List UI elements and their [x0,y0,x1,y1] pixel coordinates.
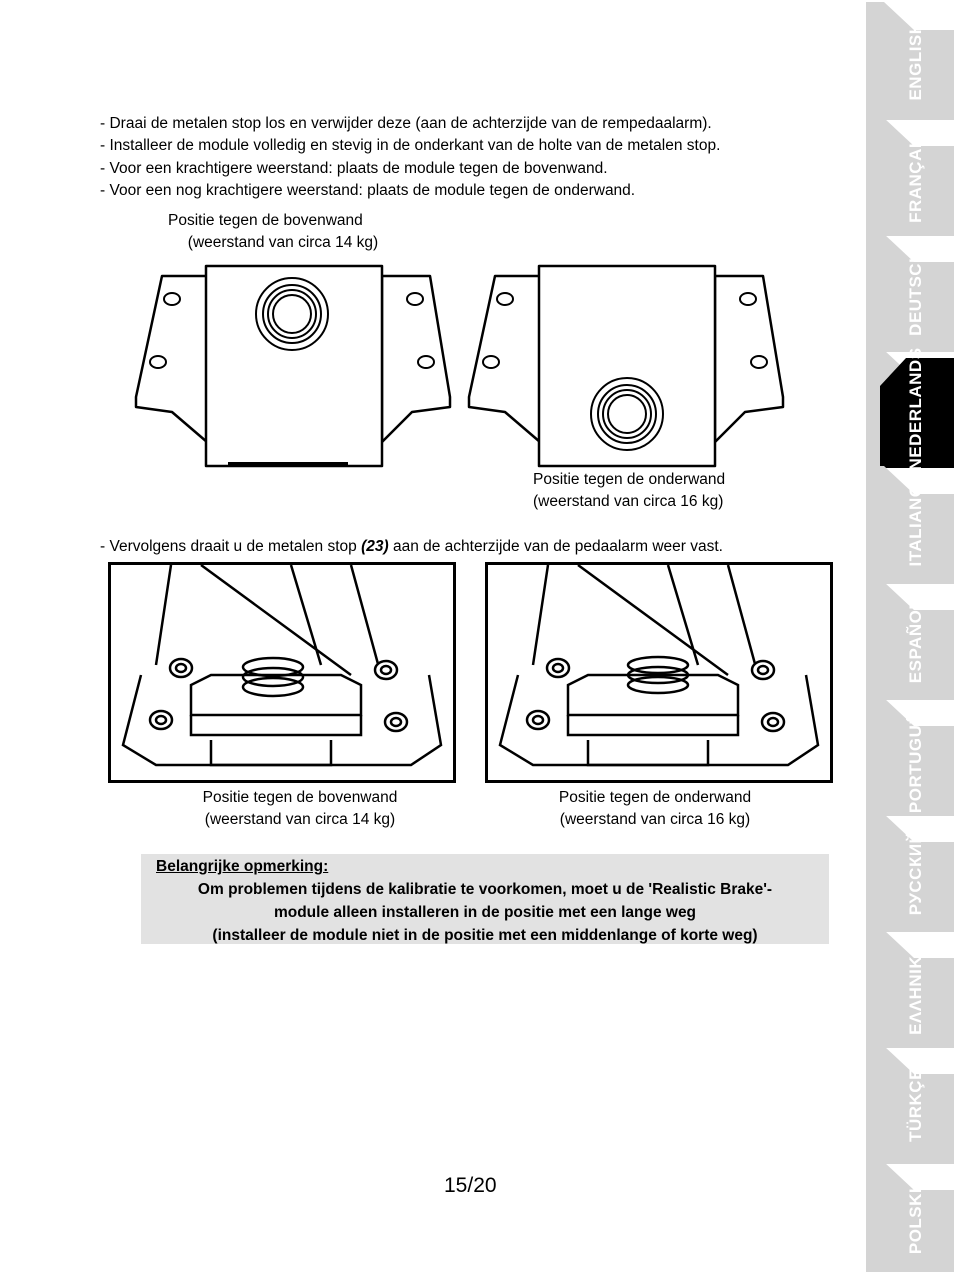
tab-label: ΕΛΛΗΝΙΚΑ [906,943,925,1035]
tab-label: DEUTSCH [906,250,925,336]
diagram1-right-caption: Positie tegen de onderwand (weerstand van circa 16 kg) [533,471,726,511]
diagram2-right-caption: Positie tegen de onderwand (weerstand van circa 16 kg) [558,789,752,829]
tab-francais[interactable] [866,118,954,236]
installed-top-position-image [108,562,456,783]
reassemble-instruction: - Vervolgens draait u de metalen stop (23) aan de achterzijde van de pedaalarm weer vast. [100,538,723,555]
installed-bottom-position-image [485,562,833,783]
tab-label: ENGLISH [906,21,925,101]
note-body: Om problemen tijdens de kalibratie te voorkomen, moet u de 'Realistic Brake'- module alleen installeren in de positie met een lange weg (installeer de module niet in de positie met een middenlange of korte weg) [197,881,773,944]
module-top-position-drawing [132,262,452,472]
instruction-item: - Voor een nog krachtigere weerstand: plaats de module tegen de onderwand. [100,181,636,199]
tab-turkce[interactable] [866,1046,954,1164]
important-note [141,854,829,944]
tab-label: FRANÇAIS [906,131,925,223]
tab-espanol[interactable] [866,582,954,700]
tab-english[interactable] [866,2,954,120]
tab-label: NEDERLANDS [906,347,925,471]
tab-label: ESPAÑOL [906,598,925,684]
language-tab-bar [866,0,954,1272]
tab-greek[interactable] [866,930,954,1048]
module-bottom-position-drawing [465,262,785,472]
part-reference: (23) [361,538,389,555]
tab-label: ITALIANO [906,483,925,567]
tab-label: РУССКИЙ [906,830,925,916]
tab-deutsch[interactable] [866,234,954,352]
instruction-item: - Installeer de module volledig en stevig in de onderkant van de holte van de metalen stop. [100,137,721,155]
note-title: Belangrijke opmerking: [156,858,329,875]
tab-nederlands[interactable] [866,347,954,471]
tab-label: TÜRKÇE [906,1068,925,1142]
page-number: 15/20 [444,1174,497,1197]
tab-russian[interactable] [866,814,954,932]
tab-italiano[interactable] [866,466,954,584]
instruction-item: - Draai de metalen stop los en verwijder deze (aan de achterzijde van de rempedaalarm). [100,115,712,132]
instruction-list [100,113,720,202]
instruction-item: - Voor een krachtigere weerstand: plaats de module tegen de bovenwand. [100,159,608,177]
tab-polski[interactable] [866,1162,954,1272]
tab-label: POLSKI [906,1187,925,1255]
diagram2-left-caption: Positie tegen de bovenwand (weerstand van circa 14 kg) [202,789,398,829]
tab-portugues[interactable] [866,698,954,816]
tab-label: PORTUGUÊS [906,700,925,814]
diagram1-left-caption: Positie tegen de bovenwand (weerstand van circa 14 kg) [168,212,379,252]
